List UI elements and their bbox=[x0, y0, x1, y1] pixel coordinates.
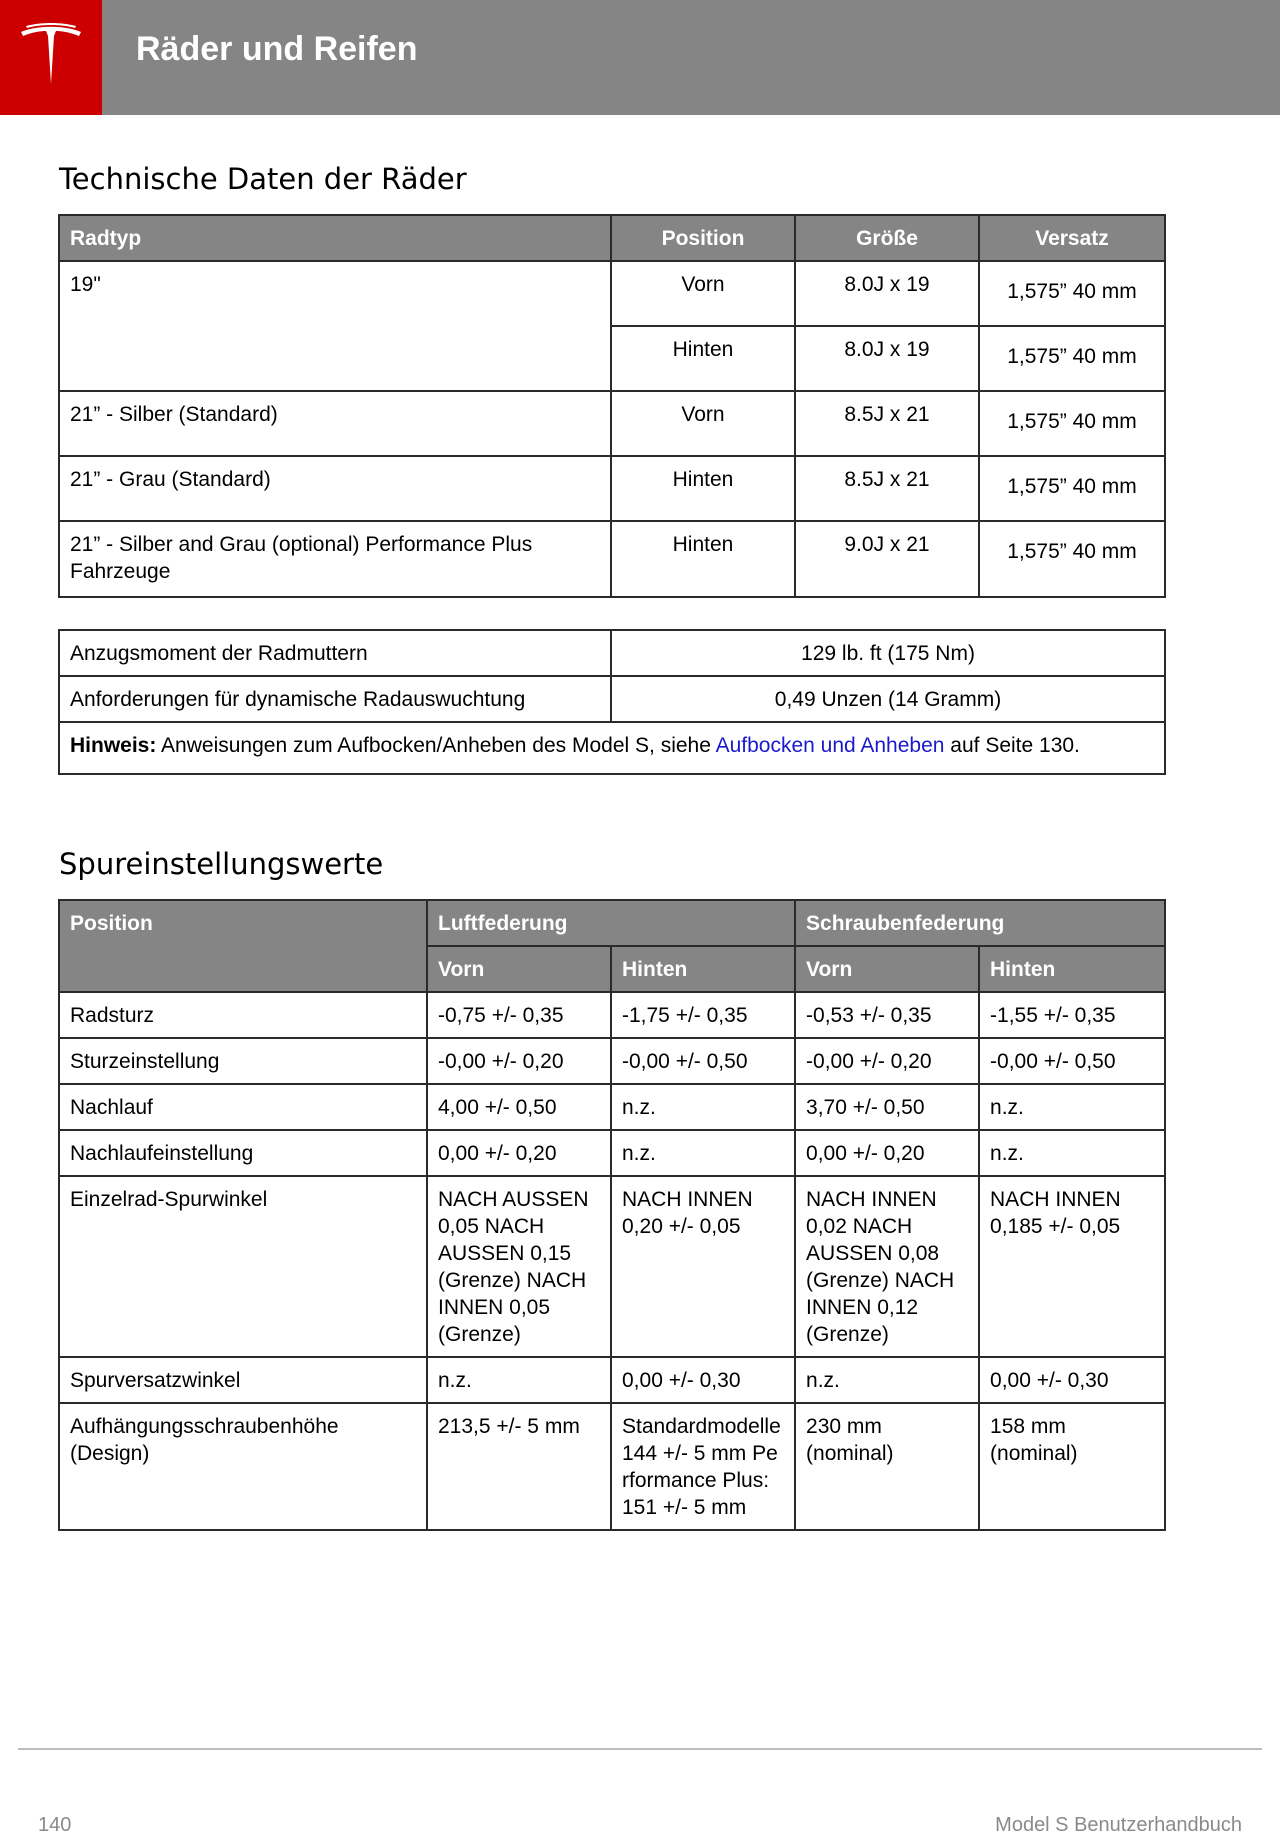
cell-value: -0,00 +/- 0,20 bbox=[427, 1038, 611, 1084]
cell-groesse: 8.5J x 21 bbox=[795, 456, 979, 521]
cell-value: 3,70 +/- 0,50 bbox=[795, 1084, 979, 1130]
cell-groesse: 8.5J x 21 bbox=[795, 391, 979, 456]
cell-value: NACH INNEN 0,20 +/- 0,05 bbox=[611, 1176, 795, 1357]
table-row bbox=[59, 1403, 1165, 1530]
cell-versatz: 1,575” 40 mm bbox=[979, 391, 1165, 456]
cell-value: n.z. bbox=[979, 1084, 1165, 1130]
cell-radtyp: 21” - Silber and Grau (optional) Performance Plus Fahrzeuge bbox=[59, 521, 611, 597]
cell-versatz: 1,575” 40 mm bbox=[979, 521, 1165, 597]
cell-groesse: 9.0J x 21 bbox=[795, 521, 979, 597]
cell-radtyp: 19" bbox=[59, 261, 611, 391]
cell-value: 0,00 +/- 0,20 bbox=[427, 1130, 611, 1176]
cell-value: 0,49 Unzen (14 Gramm) bbox=[611, 676, 1165, 722]
note-row bbox=[59, 722, 1165, 774]
table-row bbox=[59, 1357, 1165, 1403]
cell-label: Anzugsmoment der Radmuttern bbox=[59, 630, 611, 676]
column-header: Hinten bbox=[611, 946, 795, 992]
table-row bbox=[59, 261, 1165, 326]
torque-table bbox=[58, 629, 1166, 775]
table-header-row bbox=[59, 215, 1165, 261]
cell-value: -1,55 +/- 0,35 bbox=[979, 992, 1165, 1038]
section-heading-alignment: Spureinstellungswerte bbox=[59, 847, 384, 881]
cell-value: -0,00 +/- 0,50 bbox=[611, 1038, 795, 1084]
cell-value: 0,00 +/- 0,30 bbox=[611, 1357, 795, 1403]
column-header: Position bbox=[59, 900, 427, 992]
cell-position: Hinten bbox=[611, 456, 795, 521]
column-header: Radtyp bbox=[59, 215, 611, 261]
cell-value: Standardmodelle 144 +/- 5 mm Performance Plus: 151 +/- 5 mm bbox=[611, 1403, 795, 1530]
note-text: Anweisungen zum Aufbocken/Anheben des Model S, siehe bbox=[156, 734, 716, 757]
cell-label: Nachlauf bbox=[59, 1084, 427, 1130]
column-header: Vorn bbox=[427, 946, 611, 992]
column-header: Luftfederung bbox=[427, 900, 795, 946]
cell-versatz: 1,575” 40 mm bbox=[979, 261, 1165, 326]
cell-value: 4,00 +/- 0,50 bbox=[427, 1084, 611, 1130]
cell-value: -1,75 +/- 0,35 bbox=[611, 992, 795, 1038]
table-row bbox=[59, 676, 1165, 722]
column-header: Hinten bbox=[979, 946, 1165, 992]
note-cell bbox=[59, 722, 1165, 774]
note-text-after: auf Seite 130. bbox=[944, 734, 1080, 757]
cell-radtyp: 21” - Grau (Standard) bbox=[59, 456, 611, 521]
tesla-logo-icon bbox=[17, 22, 85, 90]
cell-value: -0,75 +/- 0,35 bbox=[427, 992, 611, 1038]
cell-value: 158 mm (nominal) bbox=[979, 1403, 1165, 1530]
page-number: 140 bbox=[38, 1814, 72, 1836]
table-row bbox=[59, 456, 1165, 521]
page-title: Räder und Reifen bbox=[136, 30, 418, 68]
cell-label: Anforderungen für dynamische Radauswuchtung bbox=[59, 676, 611, 722]
table-row bbox=[59, 521, 1165, 597]
cell-label: Einzelrad-Spurwinkel bbox=[59, 1176, 427, 1357]
wheel-specs-table bbox=[58, 214, 1166, 598]
cell-value: 213,5 +/- 5 mm bbox=[427, 1403, 611, 1530]
table-row bbox=[59, 391, 1165, 456]
cell-position: Hinten bbox=[611, 521, 795, 597]
cell-position: Vorn bbox=[611, 391, 795, 456]
cell-label: Radsturz bbox=[59, 992, 427, 1038]
column-header: Versatz bbox=[979, 215, 1165, 261]
alignment-table bbox=[58, 899, 1166, 1531]
cell-value: 0,00 +/- 0,20 bbox=[795, 1130, 979, 1176]
cell-label: Sturzeinstellung bbox=[59, 1038, 427, 1084]
table-header-row bbox=[59, 900, 1165, 946]
note-link[interactable]: Aufbocken und Anheben bbox=[715, 734, 945, 757]
cell-groesse: 8.0J x 19 bbox=[795, 261, 979, 326]
page-header bbox=[0, 0, 1280, 115]
footer-divider bbox=[18, 1748, 1262, 1750]
cell-versatz: 1,575” 40 mm bbox=[979, 326, 1165, 391]
cell-position: Vorn bbox=[611, 261, 795, 326]
cell-value: n.z. bbox=[611, 1130, 795, 1176]
cell-position: Hinten bbox=[611, 326, 795, 391]
cell-value: -0,00 +/- 0,20 bbox=[795, 1038, 979, 1084]
cell-value: n.z. bbox=[427, 1357, 611, 1403]
column-header: Schraubenfederung bbox=[795, 900, 1165, 946]
cell-groesse: 8.0J x 19 bbox=[795, 326, 979, 391]
cell-value: 0,00 +/- 0,30 bbox=[979, 1357, 1165, 1403]
cell-label: Spurversatzwinkel bbox=[59, 1357, 427, 1403]
cell-value: -0,00 +/- 0,50 bbox=[979, 1038, 1165, 1084]
table-row bbox=[59, 1038, 1165, 1084]
table-row bbox=[59, 1130, 1165, 1176]
cell-label: Aufhängungsschraubenhöhe (Design) bbox=[59, 1403, 427, 1530]
cell-value: NACH INNEN 0,02 NACH AUSSEN 0,08 (Grenze) NACH INNEN 0,12 (Grenze) bbox=[795, 1176, 979, 1357]
cell-value: n.z. bbox=[979, 1130, 1165, 1176]
cell-label: Nachlaufeinstellung bbox=[59, 1130, 427, 1176]
cell-value: n.z. bbox=[795, 1357, 979, 1403]
cell-versatz: 1,575” 40 mm bbox=[979, 456, 1165, 521]
column-header: Vorn bbox=[795, 946, 979, 992]
cell-radtyp: 21” - Silber (Standard) bbox=[59, 391, 611, 456]
cell-value: 129 lb. ft (175 Nm) bbox=[611, 630, 1165, 676]
cell-value: NACH AUSSEN 0,05 NACH AUSSEN 0,15 (Grenze) NACH INNEN 0,05 (Grenze) bbox=[427, 1176, 611, 1357]
cell-value: n.z. bbox=[611, 1084, 795, 1130]
note-label: Hinweis: bbox=[70, 734, 157, 757]
column-header: Position bbox=[611, 215, 795, 261]
section-heading-wheel-specs: Technische Daten der Räder bbox=[59, 162, 467, 196]
table-row bbox=[59, 992, 1165, 1038]
table-row bbox=[59, 630, 1165, 676]
table-row bbox=[59, 1084, 1165, 1130]
cell-value: -0,53 +/- 0,35 bbox=[795, 992, 979, 1038]
cell-value: 230 mm (nominal) bbox=[795, 1403, 979, 1530]
table-row bbox=[59, 1176, 1165, 1357]
column-header: Größe bbox=[795, 215, 979, 261]
manual-title: Model S Benutzerhandbuch bbox=[995, 1814, 1242, 1836]
cell-value: NACH INNEN 0,185 +/- 0,05 bbox=[979, 1176, 1165, 1357]
tesla-logo bbox=[0, 0, 102, 115]
